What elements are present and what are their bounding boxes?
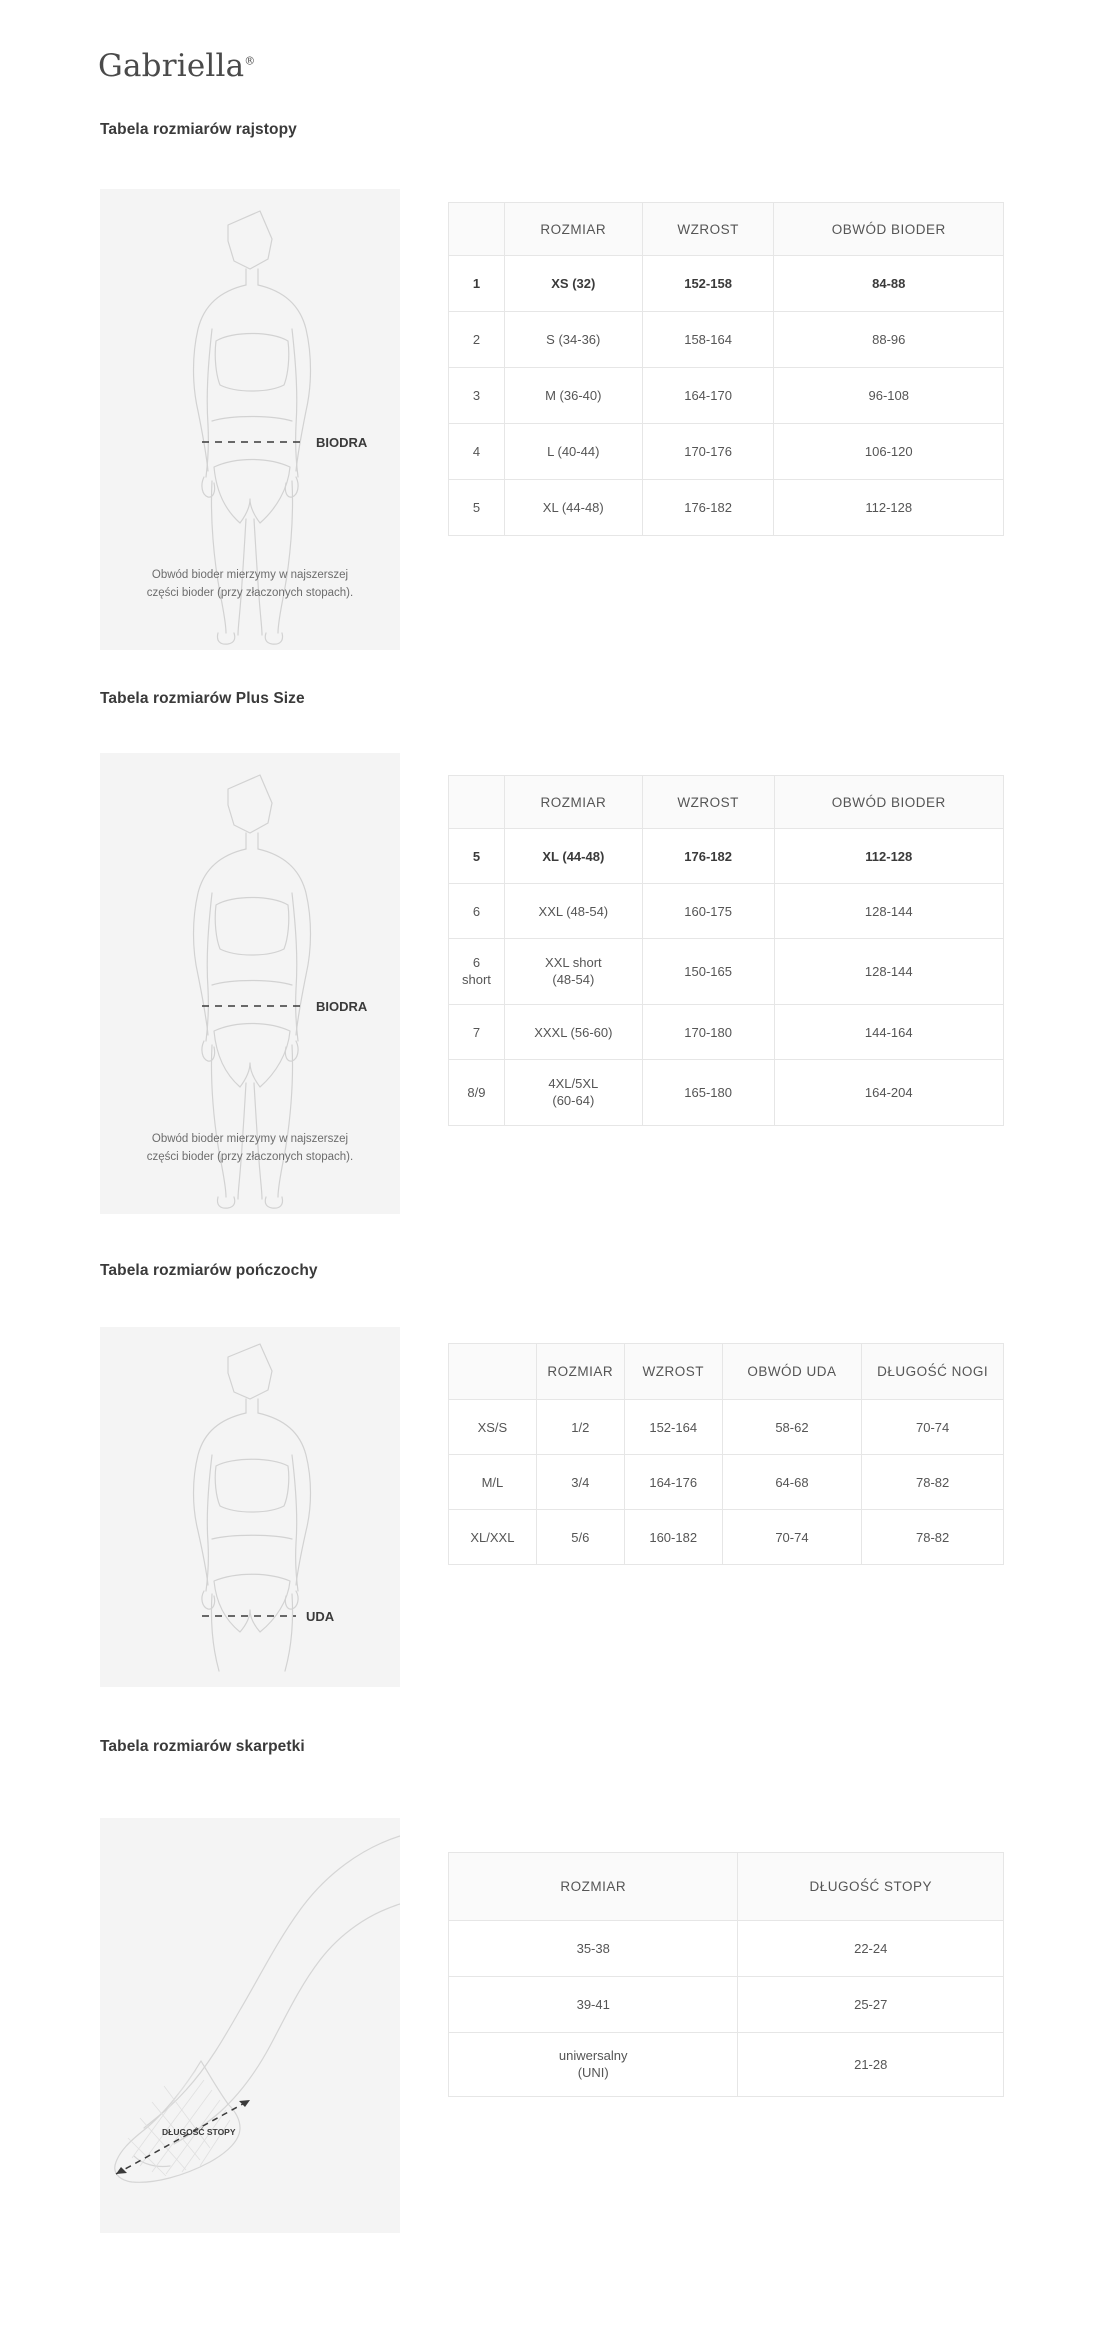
col-obwod-uda: OBWÓD UDA [722, 1344, 862, 1400]
cell-rozmiar: S (34-36) [504, 312, 642, 368]
cell-index: 6 short [449, 939, 505, 1005]
thigh-label: UDA [306, 1609, 335, 1624]
figure-rajstopy [100, 189, 400, 650]
table-row [449, 368, 1004, 424]
cell-obwod: 128-144 [774, 939, 1003, 1005]
cell-rozmiar: M (36-40) [504, 368, 642, 424]
section-title-rajstopy: Tabela rozmiarów rajstopy [100, 121, 297, 138]
cell-index: 6 [449, 884, 505, 939]
cell-index: XL/XXL [449, 1510, 537, 1565]
cell-wzrost: 176-182 [642, 480, 774, 536]
col-index [449, 203, 505, 256]
table-row [449, 939, 1004, 1005]
table-row [449, 1060, 1004, 1126]
table-row [449, 1921, 1004, 1977]
table-header-row [449, 203, 1004, 256]
table-header-row [449, 1344, 1004, 1400]
cell-rozmiar: 35-38 [449, 1921, 738, 1977]
cell-index: XS/S [449, 1400, 537, 1455]
table-row [449, 1510, 1004, 1565]
section-title-skarpetki: Tabela rozmiarów skarpetki [100, 1738, 305, 1755]
col-rozmiar: ROZMIAR [504, 203, 642, 256]
caption-line-1: Obwód bioder mierzymy w najszerszej [151, 569, 349, 581]
figure-skarpetki [100, 1818, 400, 2233]
table-row [449, 256, 1004, 312]
table-rajstopy [448, 202, 1004, 536]
hips-label: BIODRA [316, 435, 368, 450]
cell-wzrost: 164-176 [624, 1455, 722, 1510]
figure-caption-rajstopy [100, 567, 400, 603]
col-wzrost: WZROST [624, 1344, 722, 1400]
cell-dlugosc-nogi: 78-82 [862, 1510, 1004, 1565]
cell-rozmiar: XL (44-48) [504, 480, 642, 536]
table-row [449, 424, 1004, 480]
cell-obwod: 164-204 [774, 1060, 1003, 1126]
cell-obwod: 112-128 [774, 480, 1004, 536]
table-row [449, 884, 1004, 939]
cell-wzrost: 150-165 [642, 939, 774, 1005]
col-obwod-bioder: OBWÓD BIODER [774, 203, 1004, 256]
caption-line-2: części bioder (przy złaczonych stopach). [146, 1150, 354, 1163]
col-wzrost: WZROST [642, 776, 774, 829]
cell-wzrost: 170-176 [642, 424, 774, 480]
cell-dlugosc-stopy: 25-27 [738, 1977, 1004, 2033]
figure-plus-size [100, 753, 400, 1214]
cell-index: 5 [449, 480, 505, 536]
table-skarpetki [448, 1852, 1004, 2097]
cell-wzrost: 160-182 [624, 1510, 722, 1565]
cell-wzrost: 152-164 [624, 1400, 722, 1455]
cell-rozmiar: 4XL/5XL (60-64) [504, 1060, 642, 1126]
cell-index: 5 [449, 829, 505, 884]
section-title-ponczochy: Tabela rozmiarów pończochy [100, 1262, 318, 1279]
table-row [449, 480, 1004, 536]
cell-obwod-uda: 64-68 [722, 1455, 862, 1510]
caption-line-2: części bioder (przy złaczonych stopach). [146, 586, 354, 599]
cell-rozmiar: XXL (48-54) [504, 884, 642, 939]
cell-wzrost: 165-180 [642, 1060, 774, 1126]
cell-dlugosc-nogi: 70-74 [862, 1400, 1004, 1455]
leg-sock-illustration [100, 1818, 400, 2233]
cell-rozmiar: XS (32) [504, 256, 642, 312]
section-title-plus-size: Tabela rozmiarów Plus Size [100, 690, 305, 707]
cell-obwod: 112-128 [774, 829, 1003, 884]
cell-rozmiar: XXXL (56-60) [504, 1005, 642, 1060]
brand-registered-mark: ® [244, 54, 256, 68]
cell-rozmiar: uniwersalny (UNI) [449, 2033, 738, 2097]
foot-length-label: DŁUGOŚĆ STOPY [162, 2127, 236, 2137]
cell-obwod: 96-108 [774, 368, 1004, 424]
cell-index: 3 [449, 368, 505, 424]
table-ponczochy [448, 1343, 1004, 1565]
cell-rozmiar: 5/6 [536, 1510, 624, 1565]
table-row [449, 312, 1004, 368]
cell-dlugosc-nogi: 78-82 [862, 1455, 1004, 1510]
table-row [449, 2033, 1004, 2097]
cell-index: 4 [449, 424, 505, 480]
cell-obwod: 88-96 [774, 312, 1004, 368]
cell-obwod-uda: 58-62 [722, 1400, 862, 1455]
arrow-head-icon [239, 2100, 250, 2107]
table-header-row [449, 776, 1004, 829]
cell-obwod: 128-144 [774, 884, 1003, 939]
cell-rozmiar: XL (44-48) [504, 829, 642, 884]
cell-dlugosc-stopy: 21-28 [738, 2033, 1004, 2097]
table-row [449, 1400, 1004, 1455]
col-index [449, 1344, 537, 1400]
col-dlugosc-stopy: DŁUGOŚĆ STOPY [738, 1853, 1004, 1921]
caption-line-1: Obwód bioder mierzymy w najszerszej [151, 1133, 349, 1145]
table-row [449, 1977, 1004, 2033]
table-row [449, 1455, 1004, 1510]
col-rozmiar: ROZMIAR [449, 1853, 738, 1921]
table-row [449, 1005, 1004, 1060]
table-plus-size [448, 775, 1004, 1126]
cell-obwod: 144-164 [774, 1005, 1003, 1060]
cell-rozmiar: XXL short (48-54) [504, 939, 642, 1005]
cell-wzrost: 160-175 [642, 884, 774, 939]
cell-index: 8/9 [449, 1060, 505, 1126]
body-figure-thigh-illustration [100, 1327, 400, 1687]
col-rozmiar: ROZMIAR [536, 1344, 624, 1400]
col-wzrost: WZROST [642, 203, 774, 256]
cell-rozmiar: L (40-44) [504, 424, 642, 480]
cell-wzrost: 158-164 [642, 312, 774, 368]
cell-wzrost: 176-182 [642, 829, 774, 884]
cell-obwod-uda: 70-74 [722, 1510, 862, 1565]
cell-index: 2 [449, 312, 505, 368]
col-obwod-bioder: OBWÓD BIODER [774, 776, 1003, 829]
figure-caption-plus-size [100, 1131, 400, 1167]
cell-index: 1 [449, 256, 505, 312]
cell-rozmiar: 3/4 [536, 1455, 624, 1510]
col-dlugosc-nogi: DŁUGOŚĆ NOGI [862, 1344, 1004, 1400]
cell-dlugosc-stopy: 22-24 [738, 1921, 1004, 1977]
table-row [449, 829, 1004, 884]
cell-rozmiar: 1/2 [536, 1400, 624, 1455]
cell-index: 7 [449, 1005, 505, 1060]
cell-wzrost: 164-170 [642, 368, 774, 424]
cell-rozmiar: 39-41 [449, 1977, 738, 2033]
hips-label: BIODRA [316, 999, 368, 1014]
cell-obwod: 84-88 [774, 256, 1004, 312]
brand-logo [98, 48, 255, 84]
brand-name: Gabriella [98, 48, 245, 84]
col-index [449, 776, 505, 829]
cell-obwod: 106-120 [774, 424, 1004, 480]
cell-wzrost: 152-158 [642, 256, 774, 312]
cell-index: M/L [449, 1455, 537, 1510]
cell-wzrost: 170-180 [642, 1005, 774, 1060]
table-header-row [449, 1853, 1004, 1921]
figure-ponczochy [100, 1327, 400, 1687]
col-rozmiar: ROZMIAR [504, 776, 642, 829]
